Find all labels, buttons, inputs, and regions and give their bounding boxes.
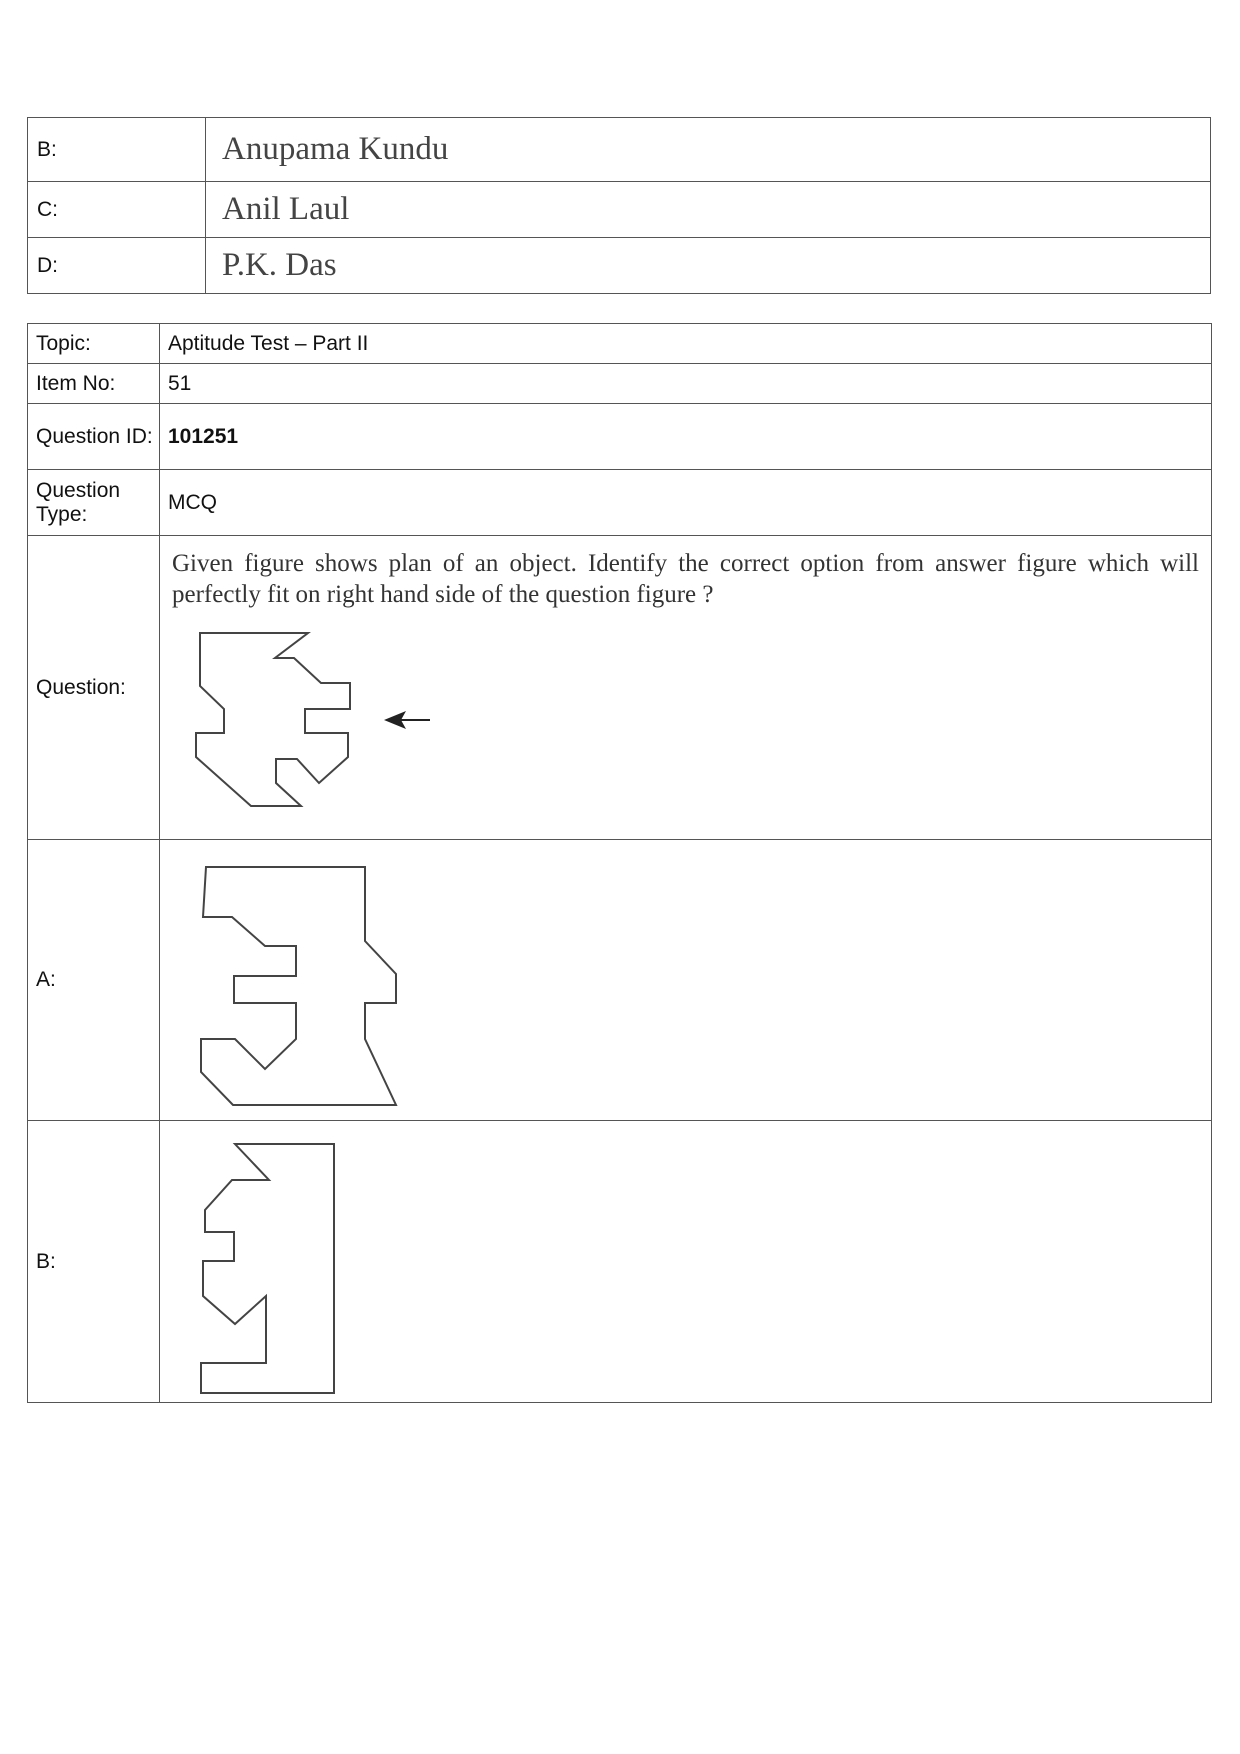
- option-label: B:: [28, 118, 206, 182]
- option-b-row: [28, 1121, 1212, 1403]
- topic-row: [28, 324, 1212, 364]
- option-b-label: B:: [28, 1121, 160, 1403]
- question-table: [27, 323, 1212, 1403]
- option-row-d: [28, 238, 1211, 294]
- question-id-row: [28, 404, 1212, 470]
- option-value: P.K. Das: [206, 238, 1211, 294]
- option-a-label: A:: [28, 840, 160, 1121]
- option-b-polygon-figure: [168, 1129, 428, 1394]
- item-no-value: 51: [160, 364, 1212, 404]
- option-value: Anupama Kundu: [206, 118, 1211, 182]
- question-type-row: [28, 470, 1212, 536]
- option-a-polygon-figure: [168, 850, 428, 1110]
- topic-label: Topic:: [28, 324, 160, 364]
- option-a-polygon-icon: [201, 867, 396, 1105]
- option-value: Anil Laul: [206, 182, 1211, 238]
- option-row-c: [28, 182, 1211, 238]
- question-polygon-icon: [196, 633, 350, 806]
- topic-value: Aptitude Test – Part II: [160, 324, 1212, 364]
- question-type-value: MCQ: [160, 470, 1212, 536]
- option-label: D:: [28, 238, 206, 294]
- question-id-label: Question ID:: [28, 404, 160, 470]
- question-content: [160, 536, 1212, 840]
- option-b-content: [160, 1121, 1212, 1403]
- item-no-row: [28, 364, 1212, 404]
- option-a-content: [160, 840, 1212, 1121]
- option-a-row: [28, 840, 1212, 1121]
- item-no-label: Item No:: [28, 364, 160, 404]
- question-type-label: Question Type:: [28, 470, 160, 536]
- left-arrow-icon: [384, 711, 430, 729]
- option-b-polygon-icon: [201, 1144, 334, 1393]
- option-row-b: [28, 118, 1211, 182]
- question-label: Question:: [28, 536, 160, 840]
- question-row: [28, 536, 1212, 840]
- question-id-value: 101251: [160, 404, 1212, 470]
- question-text: Given figure shows plan of an object. Identify the correct option from answer figure which will perfectly fit on right hand side of the question figure ?: [172, 550, 1199, 608]
- previous-options-table: [27, 117, 1211, 294]
- question-polygon-figure: [168, 610, 468, 828]
- option-label: C:: [28, 182, 206, 238]
